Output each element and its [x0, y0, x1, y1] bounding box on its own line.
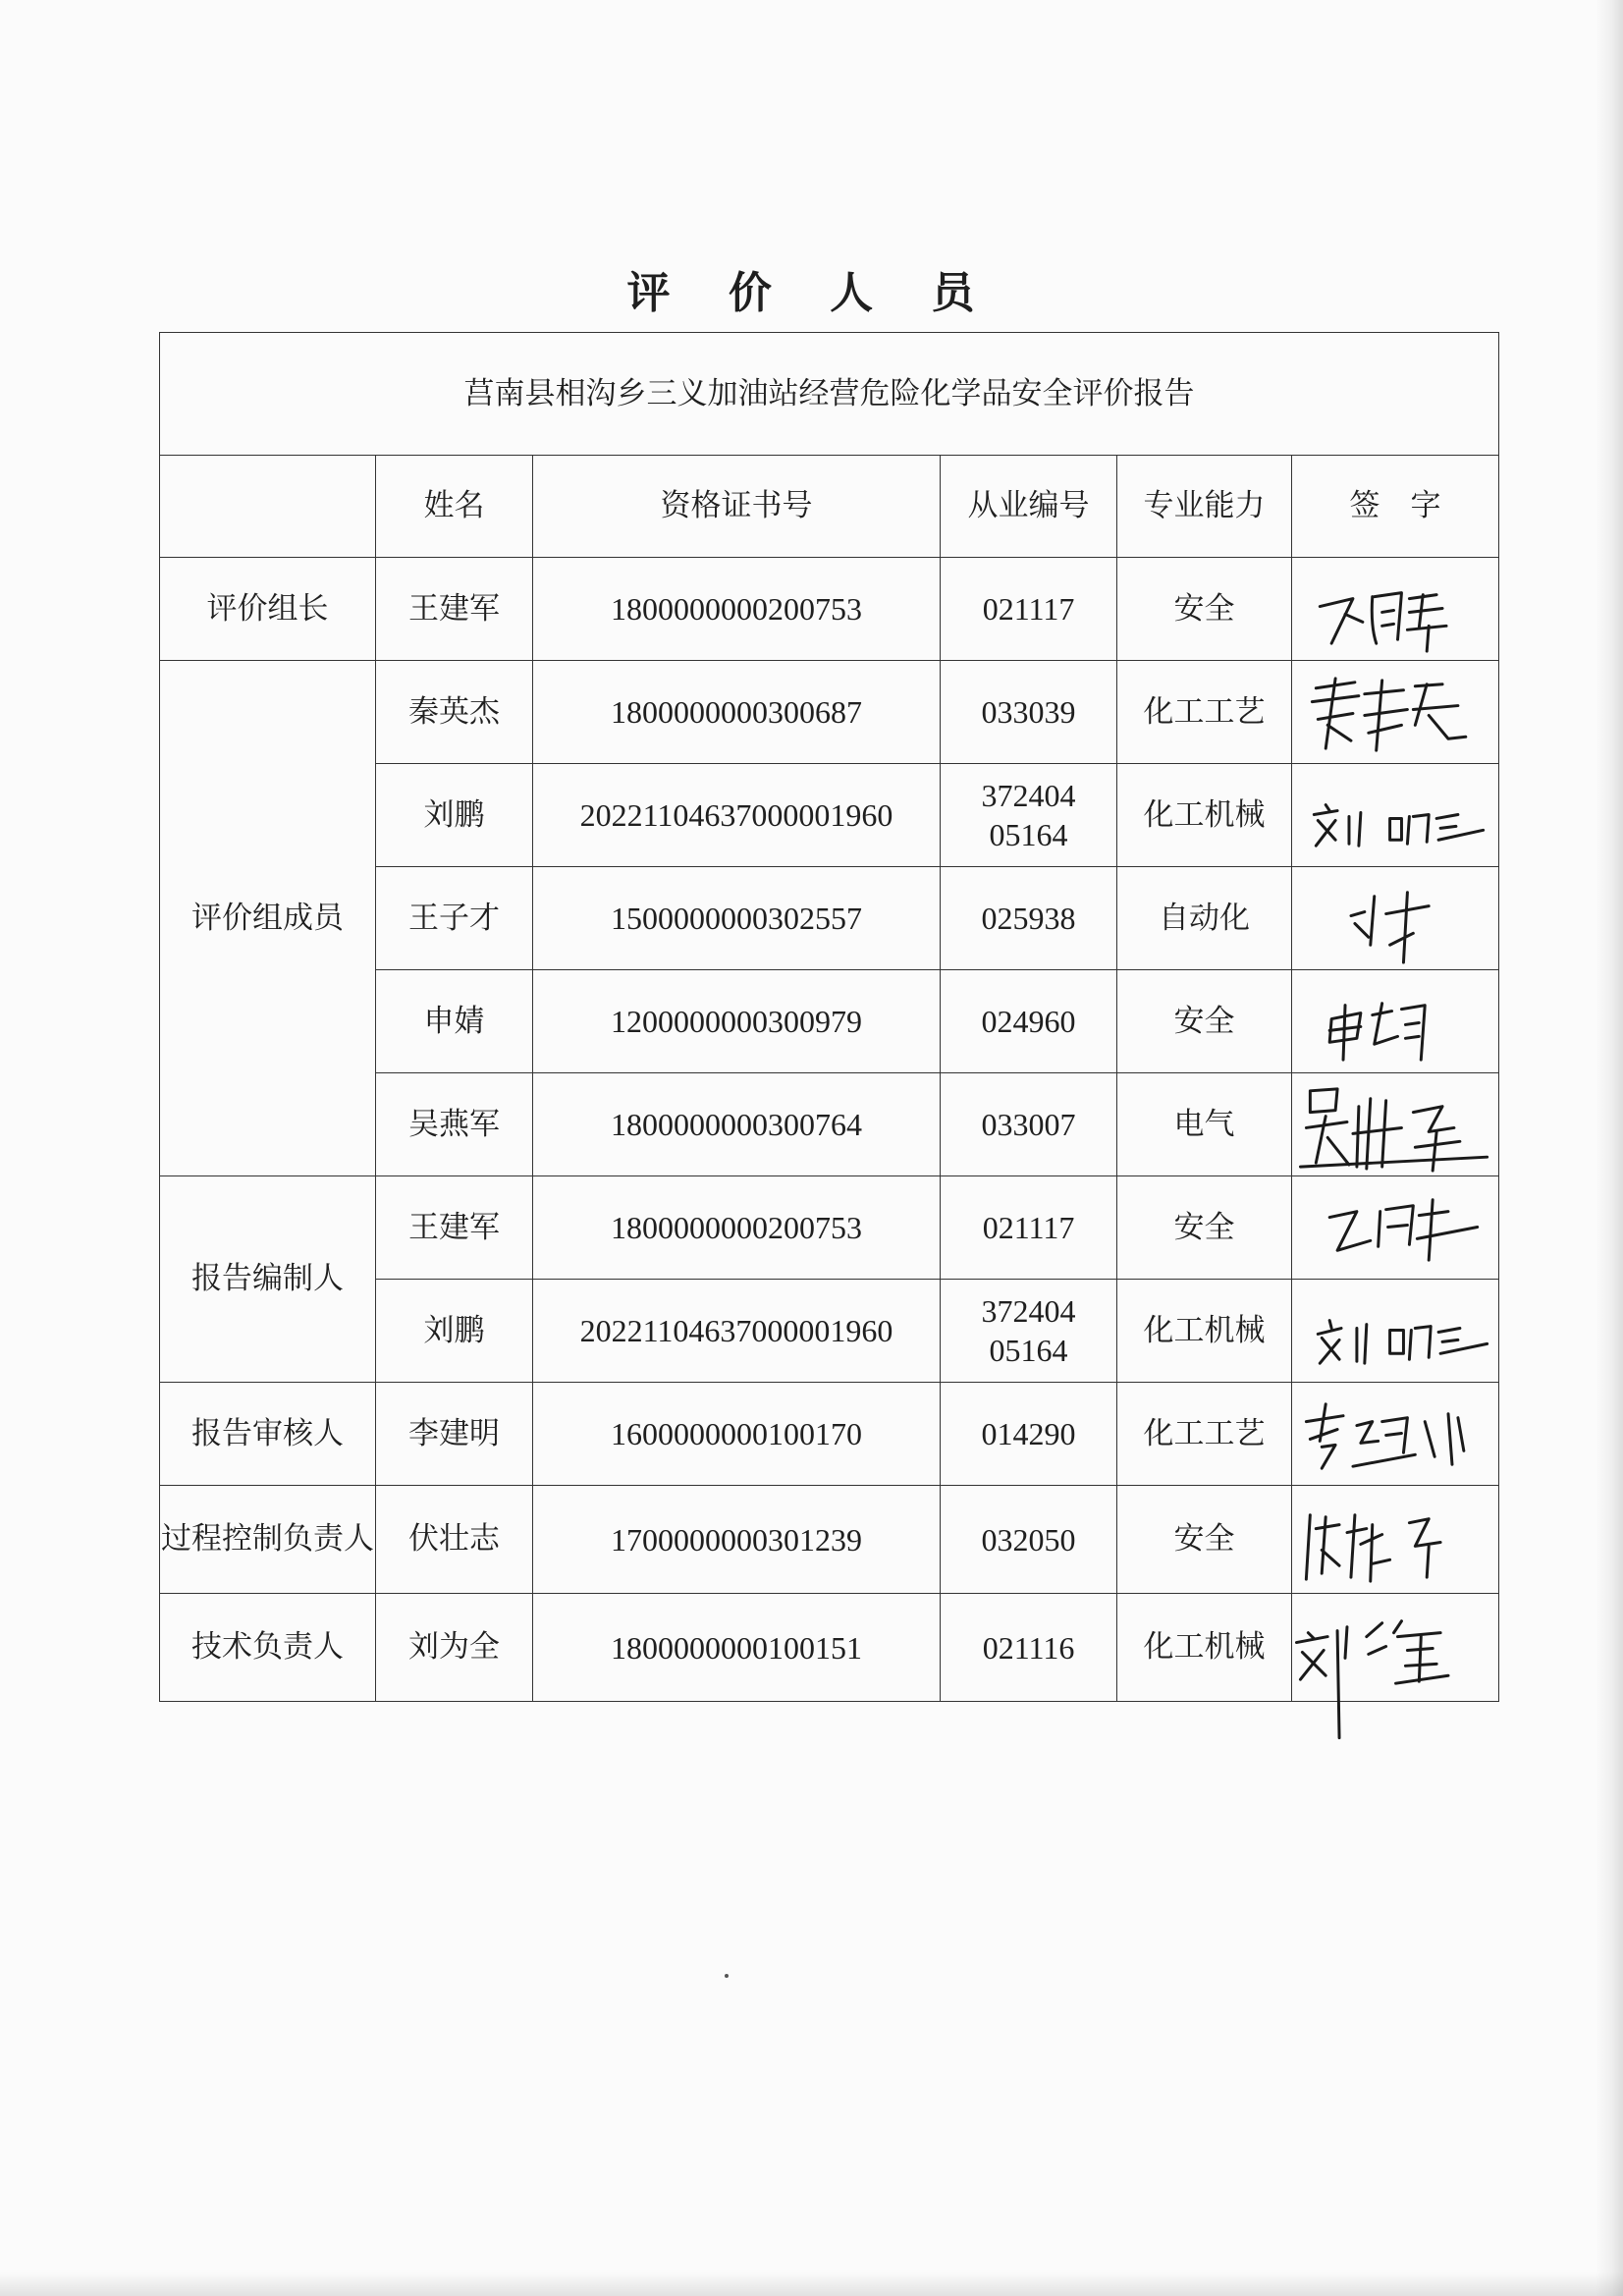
handwritten-signature — [1292, 764, 1498, 866]
name-cell: 秦英杰 — [376, 661, 533, 764]
practice-cell: 021117 — [941, 558, 1117, 661]
handwritten-signature — [1292, 1176, 1498, 1279]
practice-line-2: 05164 — [989, 1333, 1068, 1368]
name-cell: 王建军 — [376, 1176, 533, 1280]
col-practice-header: 从业编号 — [941, 456, 1117, 558]
cert-cell: 1800000000300764 — [533, 1073, 941, 1176]
name-cell: 吴燕军 — [376, 1073, 533, 1176]
table-row — [160, 661, 1499, 764]
handwritten-signature — [1292, 1594, 1498, 1701]
scan-bottom-shadow — [0, 2272, 1623, 2296]
cert-cell: 1800000000200753 — [533, 558, 941, 661]
practice-cell — [941, 1280, 1117, 1383]
handwritten-signature — [1292, 970, 1498, 1072]
cert-cell: 1200000000300979 — [533, 970, 941, 1073]
col-cert-header: 资格证书号 — [533, 456, 941, 558]
skill-cell: 化工工艺 — [1117, 661, 1292, 764]
role-header-blank — [160, 456, 376, 558]
signature-cell — [1292, 1176, 1499, 1280]
signature-cell — [1292, 661, 1499, 764]
signature-cell — [1292, 1594, 1499, 1702]
cert-cell: 1800000000300687 — [533, 661, 941, 764]
name-cell: 王建军 — [376, 558, 533, 661]
signature-cell — [1292, 1486, 1499, 1594]
signature-cell — [1292, 764, 1499, 867]
role-cell-members: 评价组成员 — [160, 661, 376, 1176]
skill-cell: 化工机械 — [1117, 1280, 1292, 1383]
signature-cell — [1292, 1280, 1499, 1383]
handwritten-signature — [1292, 661, 1498, 763]
col-sign-header: 签 字 — [1292, 456, 1499, 558]
practice-line-2: 05164 — [989, 817, 1068, 852]
practice-line-1: 372404 — [981, 778, 1076, 813]
practice-cell: 024960 — [941, 970, 1117, 1073]
col-name-header: 姓名 — [376, 456, 533, 558]
evaluation-staff-table — [159, 332, 1499, 1702]
practice-cell: 033007 — [941, 1073, 1117, 1176]
practice-cell: 021117 — [941, 1176, 1117, 1280]
signature-cell — [1292, 1073, 1499, 1176]
name-cell: 伏壮志 — [376, 1486, 533, 1594]
column-header-row — [160, 456, 1499, 558]
cert-cell: 1700000000301239 — [533, 1486, 941, 1594]
skill-cell: 安全 — [1117, 1176, 1292, 1280]
handwritten-signature — [1292, 558, 1498, 660]
name-cell: 刘为全 — [376, 1594, 533, 1702]
skill-cell: 电气 — [1117, 1073, 1292, 1176]
col-skill-header: 专业能力 — [1117, 456, 1292, 558]
table-row — [160, 558, 1499, 661]
name-cell: 刘鹏 — [376, 764, 533, 867]
handwritten-signature — [1292, 1486, 1498, 1593]
name-cell: 李建明 — [376, 1383, 533, 1486]
table-row — [160, 1594, 1499, 1702]
table-row — [160, 1383, 1499, 1486]
role-cell-leader: 评价组长 — [160, 558, 376, 661]
skill-cell: 安全 — [1117, 558, 1292, 661]
handwritten-signature — [1292, 867, 1498, 969]
skill-cell: 化工工艺 — [1117, 1383, 1292, 1486]
practice-cell: 025938 — [941, 867, 1117, 970]
cert-cell: 1800000000200753 — [533, 1176, 941, 1280]
skill-cell: 化工机械 — [1117, 1594, 1292, 1702]
cert-cell: 1800000000100151 — [533, 1594, 941, 1702]
name-cell: 申婧 — [376, 970, 533, 1073]
name-cell: 刘鹏 — [376, 1280, 533, 1383]
practice-line-1: 372404 — [981, 1293, 1076, 1329]
page-edge-shadow — [1596, 0, 1623, 2296]
cert-cell: 20221104637000001960 — [533, 764, 941, 867]
scan-speck — [725, 1974, 729, 1978]
practice-cell — [941, 764, 1117, 867]
skill-cell: 安全 — [1117, 970, 1292, 1073]
table-row — [160, 1486, 1499, 1594]
signature-cell — [1292, 970, 1499, 1073]
role-cell-process: 过程控制负责人 — [160, 1486, 376, 1594]
cert-cell: 1500000000302557 — [533, 867, 941, 970]
handwritten-signature — [1292, 1073, 1498, 1175]
page-title: 评 价 人 员 — [626, 268, 997, 318]
role-cell-reviewer: 报告审核人 — [160, 1383, 376, 1486]
practice-cell: 014290 — [941, 1383, 1117, 1486]
skill-cell: 安全 — [1117, 1486, 1292, 1594]
skill-cell: 自动化 — [1117, 867, 1292, 970]
name-cell: 王子才 — [376, 867, 533, 970]
signature-cell — [1292, 867, 1499, 970]
handwritten-signature — [1292, 1383, 1498, 1485]
skill-cell: 化工机械 — [1117, 764, 1292, 867]
practice-cell: 032050 — [941, 1486, 1117, 1594]
report-name: 莒南县相沟乡三义加油站经营危险化学品安全评价报告 — [160, 333, 1499, 456]
practice-cell: 033039 — [941, 661, 1117, 764]
cert-cell: 1600000000100170 — [533, 1383, 941, 1486]
practice-cell: 021116 — [941, 1594, 1117, 1702]
role-cell-writers: 报告编制人 — [160, 1176, 376, 1383]
signature-cell — [1292, 558, 1499, 661]
role-cell-tech: 技术负责人 — [160, 1594, 376, 1702]
handwritten-signature — [1292, 1280, 1498, 1382]
cert-cell: 20221104637000001960 — [533, 1280, 941, 1383]
table-row — [160, 1176, 1499, 1280]
signature-cell — [1292, 1383, 1499, 1486]
